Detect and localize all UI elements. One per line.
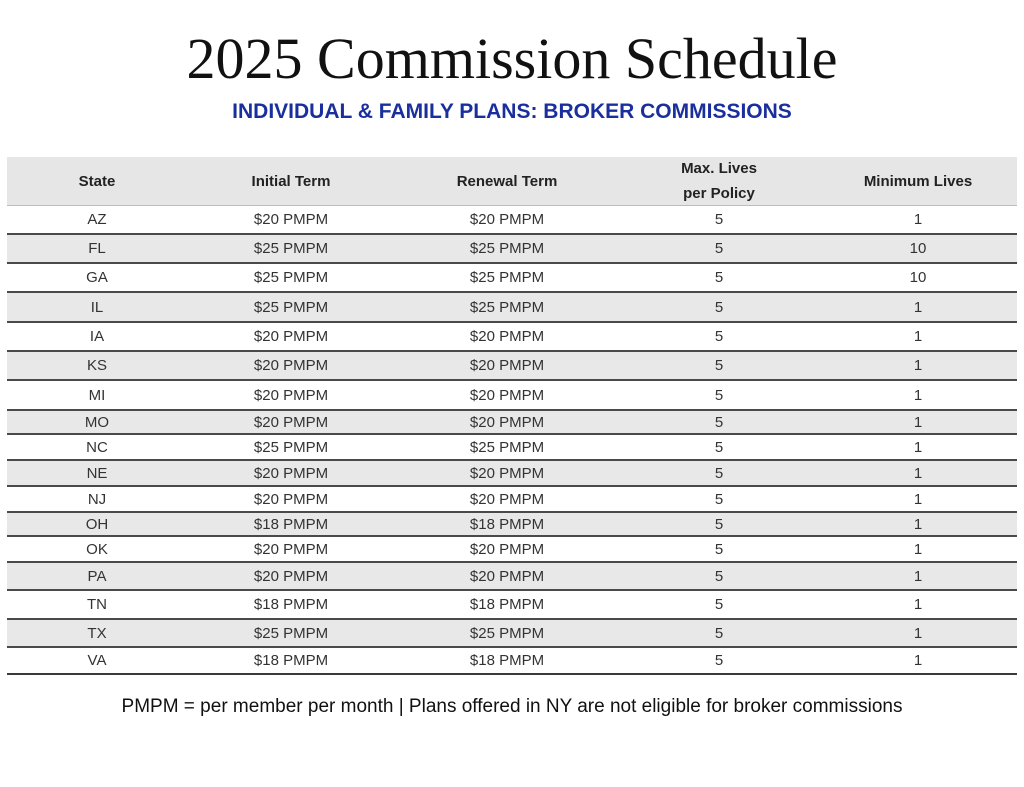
max-lives-cell: 5	[714, 438, 724, 456]
table-body	[7, 206, 1017, 675]
initial-term-cell: $20 PMPM	[253, 413, 329, 431]
initial-term-cell: $25 PMPM	[253, 240, 329, 257]
table-row	[7, 648, 1017, 675]
renewal-term-cell: $18 PMPM	[469, 515, 545, 533]
table-row	[7, 591, 1017, 620]
page-subtitle: INDIVIDUAL & FAMILY PLANS: BROKER COMMISSIONS	[232, 100, 792, 123]
renewal-term-cell: $20 PMPM	[469, 413, 545, 431]
table-row	[7, 435, 1017, 461]
initial-term-cell: $25 PMPM	[253, 298, 329, 316]
renewal-term-cell: $25 PMPM	[469, 269, 545, 286]
state-cell: GA	[86, 269, 108, 286]
table-row	[7, 264, 1017, 293]
minimum-lives-cell: 1	[913, 567, 923, 585]
initial-term-cell: $20 PMPM	[253, 464, 329, 482]
initial-term-cell: $20 PMPM	[253, 357, 329, 374]
minimum-lives-cell: 1	[913, 298, 923, 316]
state-cell: PA	[87, 567, 107, 585]
table-row	[7, 513, 1017, 537]
initial-term-cell: $20 PMPM	[253, 567, 329, 585]
initial-term-cell: $25 PMPM	[253, 269, 329, 286]
renewal-term-cell: $25 PMPM	[469, 298, 545, 316]
initial-term-cell: $20 PMPM	[253, 490, 329, 508]
max-lives-cell: 5	[714, 357, 724, 374]
renewal-term-cell: $25 PMPM	[469, 624, 545, 642]
state-cell: OH	[85, 515, 109, 533]
minimum-lives-cell: 1	[913, 652, 923, 669]
renewal-term-cell: $20 PMPM	[469, 357, 545, 374]
max-lives-cell: 5	[714, 211, 724, 228]
state-cell: FL	[88, 240, 106, 257]
state-cell: AZ	[87, 211, 107, 228]
state-cell: IA	[89, 328, 105, 345]
state-cell: MI	[88, 386, 106, 404]
column-header-minimum-lives: Minimum Lives	[863, 172, 973, 190]
renewal-term-cell: $20 PMPM	[469, 464, 545, 482]
initial-term-cell: $20 PMPM	[253, 328, 329, 345]
initial-term-cell: $20 PMPM	[253, 386, 329, 404]
table-row	[7, 411, 1017, 435]
table-row	[7, 620, 1017, 648]
state-cell: NJ	[87, 490, 107, 508]
renewal-term-cell: $20 PMPM	[469, 211, 545, 228]
renewal-term-cell: $25 PMPM	[469, 438, 545, 456]
table-row	[7, 293, 1017, 323]
renewal-term-cell: $20 PMPM	[469, 567, 545, 585]
minimum-lives-cell: 1	[913, 490, 923, 508]
minimum-lives-cell: 1	[913, 438, 923, 456]
minimum-lives-cell: 1	[913, 211, 923, 228]
max-lives-cell: 5	[714, 652, 724, 669]
minimum-lives-cell: 1	[913, 624, 923, 642]
table-row	[7, 487, 1017, 513]
footnote: PMPM = per member per month | Plans offered in NY are not eligible for broker commissions	[121, 696, 903, 717]
table-row	[7, 461, 1017, 487]
renewal-term-cell: $18 PMPM	[469, 596, 545, 613]
minimum-lives-cell: 1	[913, 413, 923, 431]
state-cell: NE	[86, 464, 108, 482]
state-cell: IL	[90, 298, 104, 316]
state-cell: KS	[86, 357, 107, 374]
max-lives-cell: 5	[714, 464, 724, 482]
table-row	[7, 352, 1017, 381]
max-lives-cell: 5	[714, 328, 724, 345]
max-lives-cell: 5	[714, 567, 724, 585]
state-cell: TX	[87, 624, 107, 642]
table-row	[7, 537, 1017, 563]
minimum-lives-cell: 1	[913, 515, 923, 533]
renewal-term-cell: $20 PMPM	[469, 328, 545, 345]
max-lives-cell: 5	[714, 515, 724, 533]
max-lives-cell: 5	[714, 269, 724, 286]
table-row	[7, 563, 1017, 591]
initial-term-cell: $18 PMPM	[253, 652, 329, 669]
minimum-lives-cell: 1	[913, 386, 923, 404]
max-lives-cell: 5	[714, 386, 724, 404]
initial-term-cell: $25 PMPM	[253, 438, 329, 456]
max-lives-cell: 5	[714, 596, 724, 613]
renewal-term-cell: $18 PMPM	[469, 652, 545, 669]
commission-table	[7, 157, 1017, 675]
max-lives-cell: 5	[714, 624, 724, 642]
minimum-lives-cell: 10	[909, 269, 927, 286]
minimum-lives-cell: 1	[913, 328, 923, 345]
renewal-term-cell: $20 PMPM	[469, 490, 545, 508]
max-lives-cell: 5	[714, 490, 724, 508]
column-header-state: State	[78, 172, 116, 190]
max-lives-cell: 5	[714, 413, 724, 431]
renewal-term-cell: $20 PMPM	[469, 540, 545, 558]
minimum-lives-cell: 1	[913, 464, 923, 482]
minimum-lives-cell: 1	[913, 357, 923, 374]
column-header-renewal-term: Renewal Term	[456, 172, 558, 190]
state-cell: MO	[84, 413, 110, 431]
max-lives-cell: 5	[714, 240, 724, 257]
state-cell: VA	[87, 652, 107, 669]
initial-term-cell: $20 PMPM	[253, 540, 329, 558]
minimum-lives-cell: 10	[909, 240, 927, 257]
max-lives-cell: 5	[714, 298, 724, 316]
column-header-initial-term: Initial Term	[251, 172, 331, 190]
initial-term-cell: $18 PMPM	[253, 596, 329, 613]
renewal-term-cell: $25 PMPM	[469, 240, 545, 257]
state-cell: OK	[86, 540, 108, 558]
state-cell: NC	[86, 438, 108, 456]
table-row	[7, 235, 1017, 264]
table-row	[7, 323, 1017, 352]
table-header-row	[7, 157, 1017, 206]
initial-term-cell: $20 PMPM	[253, 211, 329, 228]
minimum-lives-cell: 1	[913, 540, 923, 558]
initial-term-cell: $25 PMPM	[253, 624, 329, 642]
state-cell: TN	[87, 596, 107, 613]
table-row	[7, 381, 1017, 411]
initial-term-cell: $18 PMPM	[253, 515, 329, 533]
renewal-term-cell: $20 PMPM	[469, 386, 545, 404]
page-title: 2025 Commission Schedule	[186, 26, 838, 91]
max-lives-cell: 5	[714, 540, 724, 558]
minimum-lives-cell: 1	[913, 596, 923, 613]
column-header-max-lives: Max. Lives per Policy	[681, 160, 757, 202]
table-row	[7, 206, 1017, 235]
